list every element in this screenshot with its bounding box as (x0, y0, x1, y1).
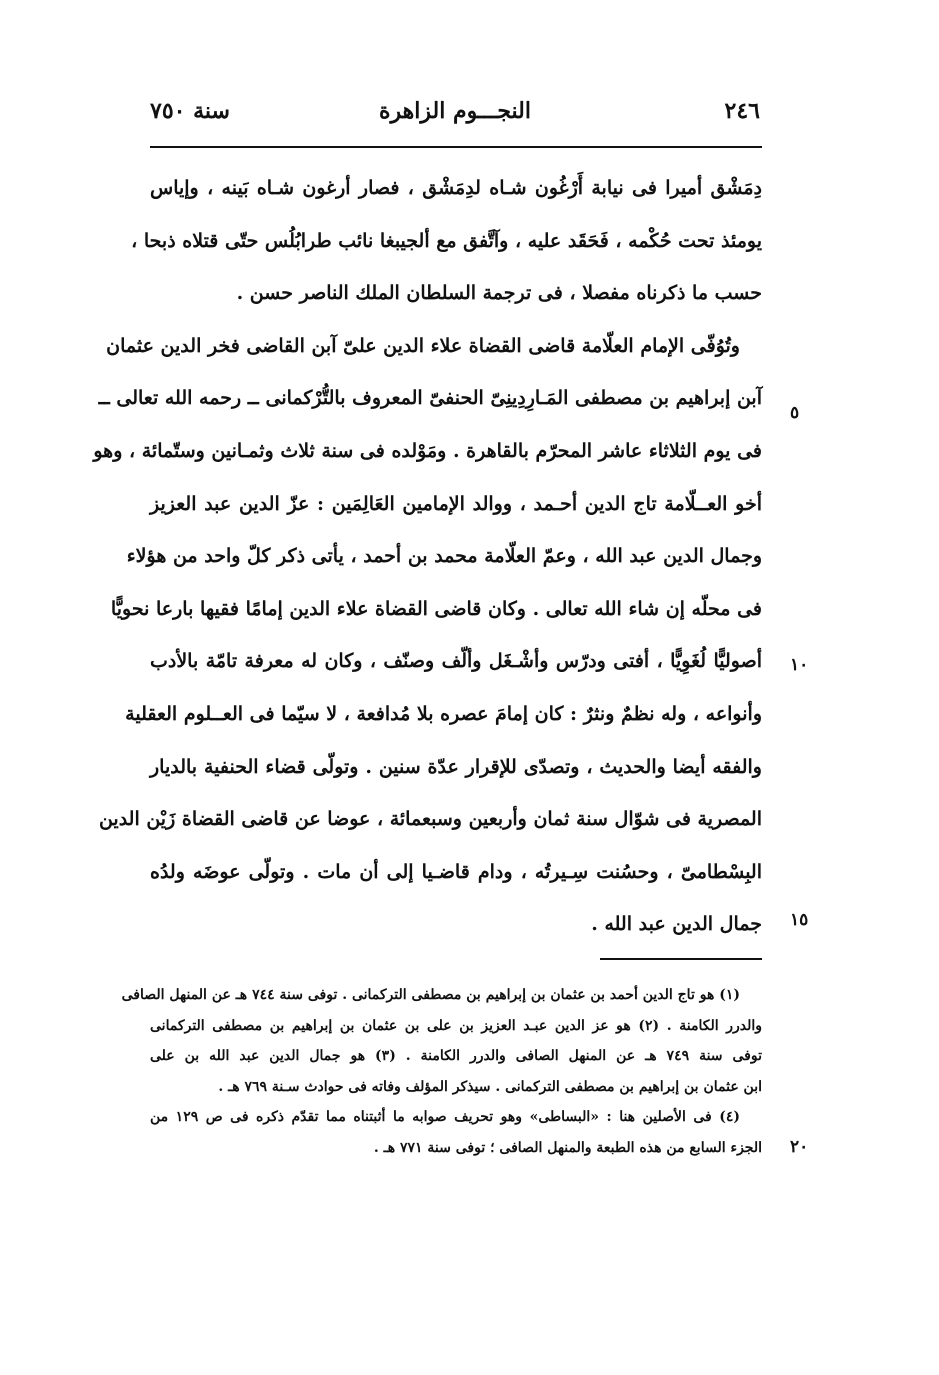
page-number: ٢٤٦ (724, 98, 760, 124)
text-line: آبن إبراهيم بن مصطفى المَـارِدِينِىّ الحنفىّ المعروف بالتُّرْكمانى ــ رحمه الله تعالى ــ (98, 387, 762, 410)
main-text (93, 175, 762, 964)
text-line: البِسْطامىّ ، وحسُنت سِـيرتُه ، ودام قاضـيا إلى أن مات . وتولّى عوضَه ولدُه (150, 860, 762, 883)
footnote-line: ابن عثمان بن إبراهيم بن مصطفى التركمانى . سيذكر المؤلف وفاته فى حوادث سـنة ٧٦٩ هـ . (218, 1078, 762, 1095)
text-line: جمال الدين عبد الله . (591, 913, 762, 936)
margin-line-number: ١٠ (790, 655, 809, 675)
text-line: دِمَشْق أميرا فى نيابة أَرْغُون شـاه لدِمَشْق ، فصار أرغون شـاه بَينه ، وإياس (150, 177, 762, 199)
text-line: أخو العــلّامة تاج الدين أحـمد ، ووالد الإمامين العَالِمَين : عزّ الدين عبد العزيز (150, 492, 762, 515)
text-line: فى يوم الثلاثاء عاشر المحرّم بالقاهرة . ومَوْلده فى سنة ثلاث وثمـانين وستّمائة ، وهو (93, 439, 762, 462)
text-line: حسب ما ذكرناه مفصلا ، فى ترجمة السلطان الملك الناصر حسن . (236, 282, 762, 305)
margin-line-number: ٢٠ (790, 1137, 809, 1157)
footnotes (121, 985, 762, 1168)
footnote-line: توفى سنة ٧٤٩ هـ عن المنهل الصافى والدرر الكامنة . (٣) هو جمال الدين عبد الله بن على (150, 1048, 762, 1064)
text-line: أصوليًّا لُغَوِيًّا ، أفتى ودرّس وأشْـغَل وألّف وصنّف ، وكان له معرفة تامّة بالأدب (150, 650, 762, 673)
footnote-line: والدرر الكامنة . (٢) هو عز الدين عبـد العزيز بن على بن عثمان بن إبراهيم بن مصطفى التركمانى (150, 1017, 762, 1034)
text-line: فى محلّه إن شاء الله تعالى . وكان قاضى القضاة علاء الدين إمامًا فقيها بارعا نحويًّا (110, 597, 762, 620)
footnote-line: (١) هو تاج الدين أحمد بن عثمان بن إبراهيم بن مصطفى التركمانى . توفى سنة ٧٤٤ هـ عن المنهل الصافى (121, 987, 740, 1003)
footnote-line: الجزء السابع من هذه الطبعة والمنهل الصافى ؛ توفى سنة ٧٧١ هـ . (373, 1139, 762, 1156)
header-rule (150, 146, 762, 148)
text-line: وجمال الدين عبد الله ، وعمّ العلّامة محمد بن أحمد ، يأتى ذكر كلّ واحد من هؤلاء (126, 545, 762, 568)
margin-line-number: ١٥ (790, 910, 809, 930)
footnote-rule (600, 958, 762, 960)
text-line: المصرية فى شوّال سنة ثمان وأربعين وسبعمائة ، عوضا عن قاضى القضاة زَيْن الدين (98, 808, 762, 831)
text-line: والفقه أيضا والحديث ، وتصدّى للإقرار عدّة سنين . وتولّى قضاء الحنفية بالديار (150, 755, 762, 778)
text-line: وتُوُفّى الإمام العلّامة قاضى القضاة علاء الدين علىّ آبن القاضى فخر الدين عثمان (106, 334, 740, 357)
text-line: يومئذ تحت حُكْمه ، فَحَقَد عليه ، وآتَّفق مع ألجيبغا نائب طرابُلُس حتّى قتلاه ذبحا ، (131, 229, 762, 252)
running-header (150, 98, 760, 138)
margin-line-number: ٥ (790, 403, 800, 423)
running-title: النجـــوم الزاهرة (379, 98, 531, 124)
text-line: وأنواعه ، وله نظمٌ ونثرٌ : كان إمامَ عصره بلا مُدافعة ، لا سيّما فى العــلوم العقلية (125, 702, 762, 725)
year-label: سنة ٧٥٠ (150, 98, 230, 124)
footnote-line: (٤) فى الأصلين هنا : «البساطى» وهو تحريف صوابه ما أثبتناه مما تقدّم ذكره فى ص ١٢٩ من (150, 1109, 741, 1125)
